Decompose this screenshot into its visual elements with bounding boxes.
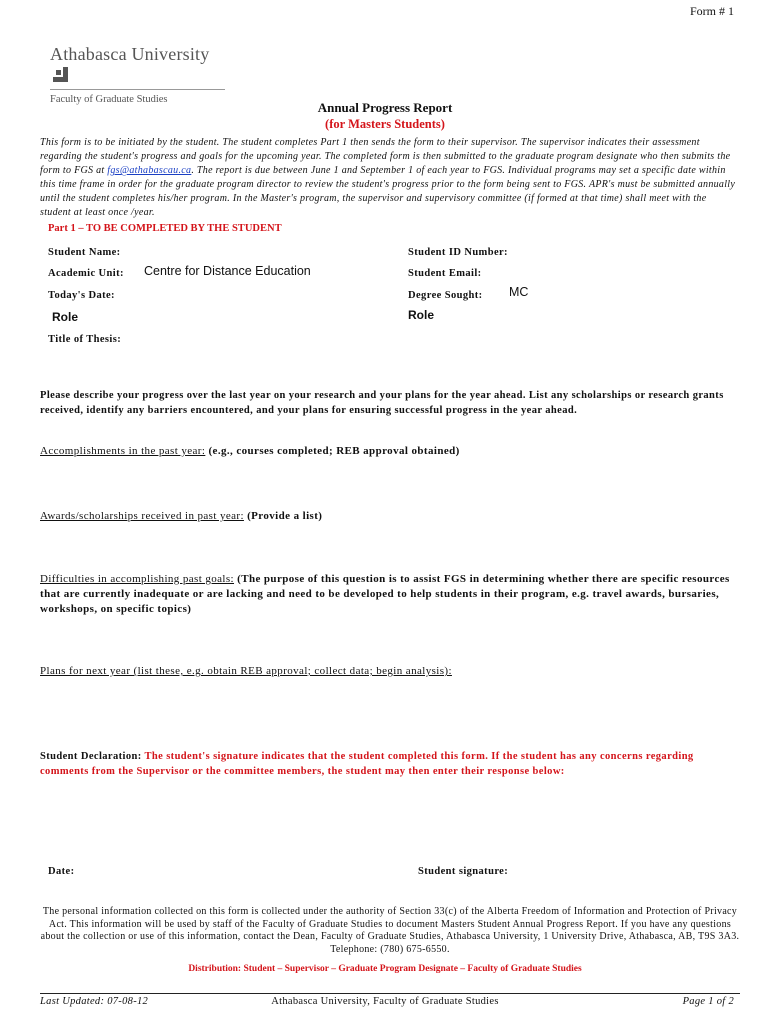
footer-divider [40, 993, 740, 994]
form-number: Form # 1 [689, 4, 734, 18]
footer-institution: Athabasca University, Faculty of Graduate Studies [271, 996, 499, 1007]
student-signature-label: Student signature: [418, 866, 509, 877]
page-number: Page 1 of 2 [682, 996, 734, 1007]
todays-date-label: Today's Date: [48, 290, 115, 301]
awards-section [40, 509, 740, 524]
difficulties-section [40, 572, 740, 617]
intro-paragraph [40, 136, 740, 220]
progress-prompt: Please describe your progress over the last year on your research and your plans for the year ahead. List any scholarships or research grants received, identify any barriers encountered, and your plans for ensuring successful progress in the year ahead. [40, 390, 724, 416]
academic-unit-value[interactable]: Centre for Distance Education [144, 264, 311, 278]
student-email-label: Student Email: [408, 268, 482, 279]
accomplishments-section [40, 444, 740, 459]
role-left[interactable]: Role [52, 310, 79, 324]
document-subtitle: (for Masters Students) [325, 117, 445, 131]
distribution-line: Distribution: Student – Supervisor – Graduate Program Designate – Faculty of Graduate Studies [188, 964, 582, 974]
difficulties-hint: (The purpose of this question is to assist FGS in determining whether there are specific resources that are currently inadequate or are lacking and need to be developed to help students in their program, e.g. travel awards, bursaries, workshops, on specific topics) [40, 573, 730, 615]
declaration-label: Student Declaration: [40, 751, 142, 762]
logo-divider [50, 89, 225, 90]
difficulties-title: Difficulties in accomplishing past goals: [40, 573, 235, 585]
awards-hint: (Provide a list) [243, 510, 323, 522]
plans-title: Plans for next year (list these, e.g. obtain REB approval; collect data; begin analysis): [40, 665, 452, 677]
thesis-title-label: Title of Thesis: [48, 334, 122, 345]
intro-text-a: This form is to be initiated by the student. The student completes Part 1 then sends the form to their supervisor. The supervisor indicates their assessment regarding the student's progress and goals for the upcoming year. The completed form is then submitted to the graduate program designate who then submits the form to FGS at [40, 137, 731, 176]
plans-section [40, 664, 740, 679]
university-logo [50, 44, 225, 105]
student-name-label: Student Name: [48, 247, 121, 258]
intro-text-b: . The report is due between June 1 and September 1 of each year to FGS. Individual programs may set a specific date within this time frame in order for the graduate program director to review the student's progress prior to the form being sent to FGS. APR's must be submitted annually until the student completes his/her program. In the Master's program, the supervisor and supervisory committee (if formed at that time) shall meet with the student at least once /year. [40, 165, 736, 218]
academic-unit-label: Academic Unit: [48, 268, 124, 279]
logo-wordmark [50, 44, 225, 86]
logo-mark-icon [53, 67, 68, 82]
privacy-notice: The personal information collected on this form is collected under the authority of Section 33(c) of the Alberta Freedom of Information and Protection of Privacy Act. This information will be used by staff of the Faculty of Graduate Studies to document Masters Student Annual Progress Report. If you have any questions about the collection or use of this information, contact the Dean, Faculty of Graduate Studies, Athabasca University, 1 University Drive, Athabasca, AB, T9S 3A3. Telephone: (780) 675-6550. [40, 906, 740, 955]
accomplishments-hint: (e.g., courses completed; REB approval obtained) [205, 445, 460, 457]
fgs-email-link[interactable]: fgs@athabascau.ca [107, 165, 192, 176]
awards-title: Awards/scholarships received in past year: [40, 510, 244, 522]
document-title: Annual Progress Report [317, 100, 453, 115]
student-declaration [40, 749, 740, 779]
role-right[interactable]: Role [408, 308, 435, 322]
accomplishments-title: Accomplishments in the past year: [40, 445, 206, 457]
degree-sought-label: Degree Sought: [408, 290, 483, 301]
student-id-label: Student ID Number: [408, 247, 508, 258]
declaration-text: The student's signature indicates that the student completed this form. If the student has any concerns regarding comments from the Supervisor or the committee members, the student may then enter their response below: [40, 751, 694, 777]
last-updated: Last Updated: 07-08-12 [40, 996, 149, 1007]
logo-faculty: Faculty of Graduate Studies [50, 94, 168, 105]
degree-sought-value[interactable]: MC [509, 285, 529, 299]
logo-name: Athabasca University [50, 44, 210, 64]
date-label: Date: [48, 866, 75, 877]
part1-heading: Part 1 – TO BE COMPLETED BY THE STUDENT [48, 223, 282, 234]
